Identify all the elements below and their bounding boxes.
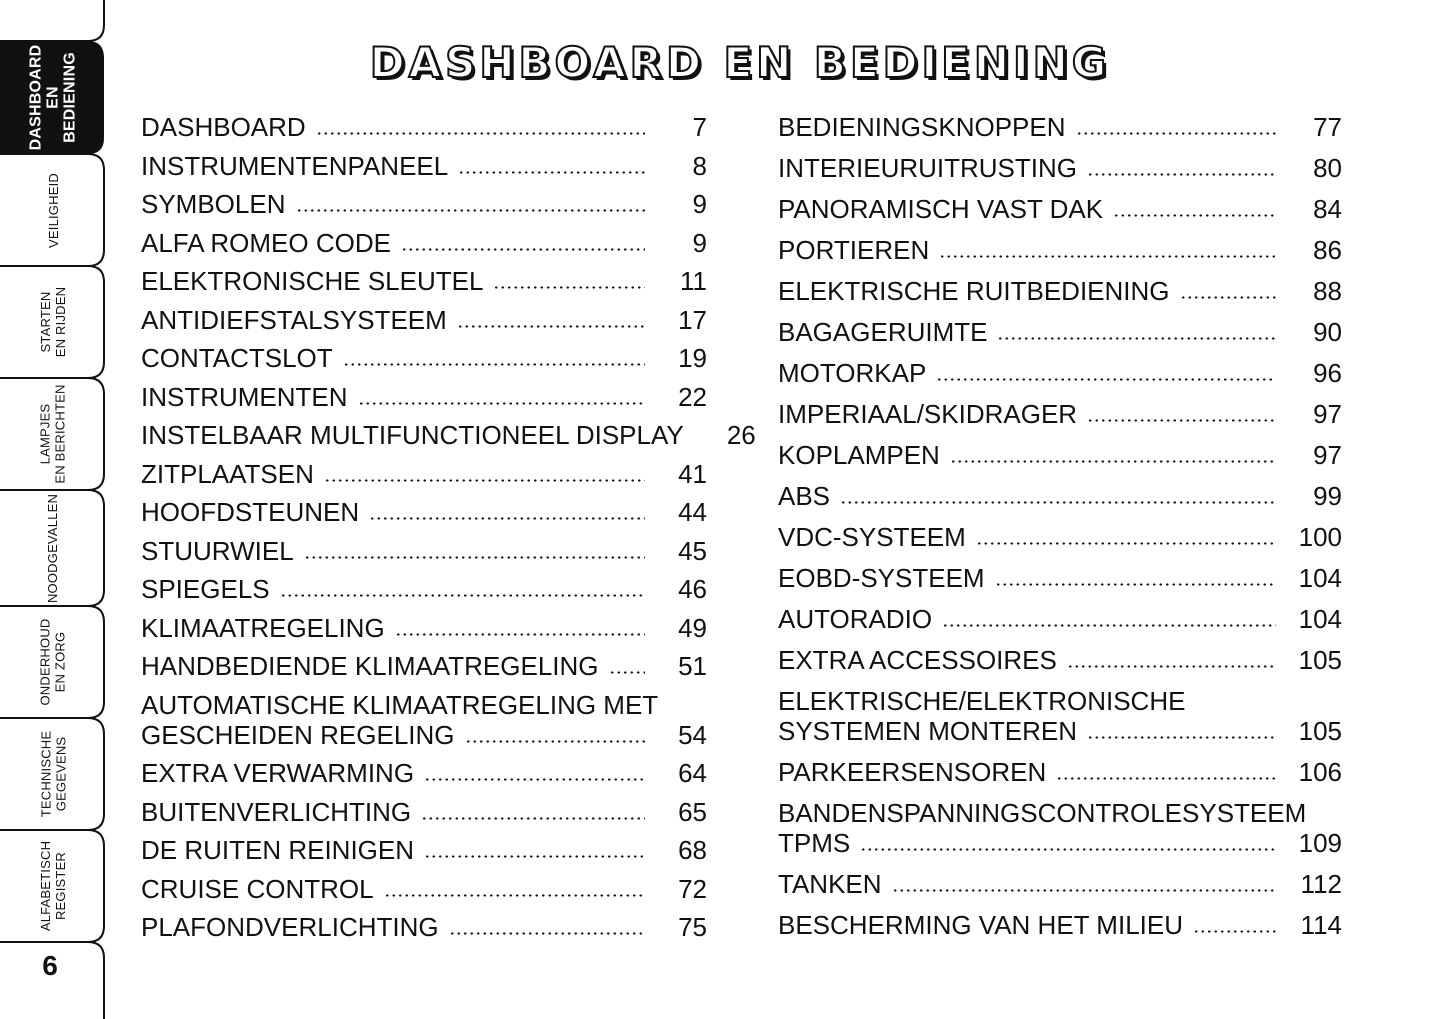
toc-entry-title: TANKEN: [778, 869, 882, 899]
toc-entry[interactable]: [141, 574, 707, 604]
toc-entry-page: 105: [1298, 716, 1342, 746]
toc-entry-page: 22: [678, 381, 707, 412]
toc-entry-page: 77: [1313, 112, 1342, 142]
toc-entry-page: 97: [1313, 399, 1342, 429]
toc-entry-title: BEDIENINGSKNOPPEN: [778, 112, 1066, 142]
toc-entry-title: DASHBOARD: [141, 112, 306, 142]
dot-leader: [280, 594, 645, 597]
toc-entry-page: 46: [678, 574, 707, 604]
page-title: DASHBOARD EN BEDIENING: [369, 38, 1111, 87]
dot-leader: [369, 517, 645, 520]
toc-column-left: [141, 112, 756, 951]
dot-leader: [1087, 736, 1276, 739]
dot-leader: [1076, 132, 1276, 135]
tab-label: NOODGEVALLEN: [45, 493, 61, 603]
toc-entry-title: INTERIEURUITRUSTING: [778, 153, 1077, 183]
toc-entry[interactable]: [141, 758, 707, 788]
dot-leader: [358, 402, 645, 405]
toc-entry-title: ELEKTRONISCHE SLEUTEL: [141, 266, 484, 296]
tab-onderhoud-en-zorg[interactable]: [0, 606, 106, 718]
toc-entry-title: HOOFDSTEUNEN: [141, 497, 360, 527]
toc-entry[interactable]: [778, 604, 1342, 634]
toc-entry-page: 106: [1298, 757, 1342, 787]
toc-entry-title: INSTELBAAR MULTIFUNCTIONEEL DISPLAY: [141, 420, 684, 450]
dot-leader: [395, 633, 645, 636]
toc-column-right: [778, 112, 1342, 951]
dot-leader: [458, 171, 645, 174]
toc-entry-title: CRUISE CONTROL: [141, 873, 374, 904]
dot-leader: [401, 248, 645, 251]
dot-leader: [424, 855, 645, 858]
toc-entry-title: BESCHERMING VAN HET MILIEU: [778, 910, 1183, 940]
tab-alfabetisch-register[interactable]: [0, 830, 106, 942]
dot-leader: [860, 848, 1276, 851]
tab-technische-gegevens[interactable]: [0, 718, 106, 830]
toc-entry[interactable]: [141, 343, 707, 373]
toc-entry-title: GESCHEIDEN REGELING: [141, 719, 455, 750]
toc-entry[interactable]: [778, 686, 1342, 746]
toc-entry-title: SPIEGELS: [141, 574, 270, 604]
toc-entry-title: AUTORADIO: [778, 604, 933, 634]
dot-leader: [304, 556, 645, 559]
toc-entry-title: TPMS: [778, 828, 851, 858]
dot-leader: [997, 337, 1276, 340]
toc-entry-page: 26: [726, 420, 756, 450]
toc-entry-title: INSTRUMENTENPANEEL: [141, 150, 449, 181]
dot-leader: [995, 583, 1276, 586]
toc-entry-page: 65: [678, 796, 707, 827]
toc-entry-title: EXTRA VERWARMING: [141, 758, 415, 788]
toc-entry[interactable]: [141, 651, 707, 681]
toc-entry[interactable]: [778, 235, 1342, 265]
tab-label: LAMPJES EN BERICHTEN: [37, 384, 68, 484]
toc-entry[interactable]: [141, 112, 707, 142]
dot-leader: [609, 671, 645, 674]
toc-entry-title: ELEKTRISCHE RUITBEDIENING: [778, 276, 1170, 306]
dot-leader: [424, 778, 645, 781]
dot-leader: [840, 501, 1276, 504]
toc-entry[interactable]: [778, 645, 1342, 675]
toc-entry-page: 104: [1298, 563, 1342, 593]
dot-leader: [936, 378, 1276, 381]
toc-entry-page: 88: [1313, 276, 1342, 306]
toc-entry[interactable]: [141, 497, 707, 527]
toc-entry-page: 49: [678, 612, 707, 643]
dot-leader: [1067, 665, 1276, 668]
tab-label: ONDERHOUD EN ZORG: [38, 618, 68, 706]
toc-entry[interactable]: [141, 912, 707, 942]
toc-entry[interactable]: [141, 459, 707, 489]
toc-entry[interactable]: [141, 266, 707, 296]
toc-entry[interactable]: [141, 690, 707, 750]
toc-entry-page: 45: [678, 535, 707, 566]
toc-entry[interactable]: [778, 563, 1342, 593]
toc-entry[interactable]: [141, 797, 707, 827]
toc-entry[interactable]: [778, 798, 1342, 858]
dot-leader: [1087, 419, 1276, 422]
toc-entry[interactable]: [778, 194, 1342, 224]
tab-label: VEILIGHEID: [45, 172, 61, 248]
toc-entry[interactable]: [141, 189, 707, 219]
toc-entry[interactable]: [778, 317, 1342, 347]
dot-leader: [1193, 930, 1276, 933]
dot-leader: [942, 624, 1276, 627]
toc-entry-page: 9: [692, 189, 707, 219]
toc-entry[interactable]: [141, 536, 707, 566]
toc-entry-title: PORTIEREN: [778, 235, 930, 265]
toc-entry-page: 96: [1313, 358, 1342, 388]
toc-entry[interactable]: [141, 613, 707, 643]
toc-entry-page: 41: [678, 458, 707, 489]
toc-entry-page: 100: [1298, 522, 1342, 552]
dot-leader: [939, 255, 1276, 258]
toc-entry-page: 97: [1313, 440, 1342, 470]
toc-entry-page: 109: [1298, 828, 1342, 858]
toc-entry[interactable]: [778, 757, 1342, 787]
page-number: 6: [42, 950, 58, 981]
toc-entry[interactable]: [778, 399, 1342, 429]
toc-entry-page: 105: [1298, 645, 1342, 675]
toc-entry-page: 54: [678, 719, 707, 750]
tab-label: ALFABETISCH REGISTER: [38, 840, 68, 932]
toc-entry[interactable]: [778, 481, 1342, 511]
toc-entry-title: ANTIDIEFSTALSYSTEEM: [141, 304, 447, 335]
dot-leader: [384, 894, 645, 897]
toc-entry-page: 99: [1313, 481, 1342, 511]
toc-entry-title: SYMBOLEN: [141, 189, 286, 219]
tab-noodgevallen[interactable]: [0, 490, 106, 606]
toc-entry-title: SYSTEMEN MONTEREN: [778, 716, 1078, 746]
toc-entry-page: 68: [678, 835, 707, 865]
tab-dashboard-en-bediening[interactable]: [0, 41, 106, 154]
dot-leader: [465, 740, 645, 743]
toc-entry-page: 90: [1313, 317, 1342, 347]
toc-entry[interactable]: [778, 440, 1342, 470]
toc-entry-page: 8: [692, 150, 707, 181]
toc-entry[interactable]: [141, 228, 707, 258]
toc-entry[interactable]: [778, 522, 1342, 552]
toc-entry-title-line1: BANDENSPANNINGSCONTROLESYSTEEM: [778, 798, 1307, 828]
toc-entry-title: DE RUITEN REINIGEN: [141, 835, 415, 865]
toc-entry[interactable]: [141, 305, 707, 335]
tab-label: TECHNISCHE GEGEVENS: [37, 730, 68, 818]
dot-leader: [950, 460, 1276, 463]
toc-entry-title: CONTACTSLOT: [141, 343, 333, 373]
toc-entry[interactable]: [778, 358, 1342, 388]
toc-entry-page: 44: [678, 497, 707, 527]
dot-leader: [1180, 296, 1276, 299]
toc-entry-page: 112: [1300, 869, 1342, 899]
dot-leader: [343, 363, 645, 366]
dot-leader: [892, 889, 1276, 892]
toc-entry[interactable]: [778, 276, 1342, 306]
toc-entry-title: KLIMAATREGELING: [141, 612, 385, 643]
dot-leader: [1087, 173, 1276, 176]
dot-leader: [976, 542, 1276, 545]
toc-entry-title: ZITPLAATSEN: [141, 458, 314, 489]
toc-entry-page: 11: [680, 266, 707, 296]
toc-entry-title: MOTORKAP: [778, 358, 927, 388]
toc-entry-page: 9: [692, 227, 707, 258]
toc-entry[interactable]: [141, 835, 707, 865]
tab-starten-en-rijden[interactable]: [0, 266, 106, 378]
toc-entry[interactable]: [141, 420, 756, 450]
toc-entry-page: 75: [678, 912, 707, 942]
toc-entry-title: EOBD-SYSTEEM: [778, 563, 985, 593]
toc-entry-page: 80: [1313, 153, 1342, 183]
toc-entry[interactable]: [778, 112, 1342, 142]
toc-entry[interactable]: [141, 151, 707, 181]
toc-entry-page: 84: [1313, 194, 1342, 224]
toc-entry-title-line1: ELEKTRISCHE/ELEKTRONISCHE: [778, 686, 1186, 716]
toc-entry-title: VDC-SYSTEEM: [778, 522, 966, 552]
tab-veiligheid[interactable]: [0, 154, 106, 266]
toc-entry-page: 64: [678, 758, 707, 788]
toc-entry-page: 104: [1298, 604, 1342, 634]
toc-entry-title: PANORAMISCH VAST DAK: [778, 194, 1104, 224]
tab-label: STARTEN EN RIJDEN: [37, 286, 68, 358]
dot-leader: [316, 132, 645, 135]
toc-entry-page: 19: [678, 343, 707, 373]
toc-entry-title: STUURWIEL: [141, 535, 294, 566]
toc-entry-title: PARKEERSENSOREN: [778, 757, 1047, 787]
dot-leader: [421, 817, 645, 820]
toc-entry-title: EXTRA ACCESSOIRES: [778, 645, 1057, 675]
toc-entry-page: 86: [1313, 235, 1342, 265]
toc-entry-title: BAGAGERUIMTE: [778, 317, 988, 347]
toc-entry-title: IMPERIAAL/SKIDRAGER: [778, 399, 1078, 429]
dot-leader: [324, 479, 645, 482]
toc-entry[interactable]: [778, 153, 1342, 183]
toc-entry[interactable]: [141, 382, 707, 412]
toc-entry-title: ALFA ROMEO CODE: [141, 227, 391, 258]
toc-entry-title: KOPLAMPEN: [778, 440, 940, 470]
toc-entry-title: PLAFONDVERLICHTING: [141, 912, 439, 942]
dot-leader: [1113, 214, 1276, 217]
toc-entry[interactable]: [141, 874, 707, 904]
toc-entry-title: HANDBEDIENDE KLIMAATREGELING: [141, 651, 599, 681]
toc-entry[interactable]: [778, 910, 1342, 940]
toc-entry-page: 72: [678, 873, 707, 904]
dot-leader: [457, 325, 645, 328]
dot-leader: [449, 932, 645, 935]
chapter-sidebar: [0, 0, 106, 1019]
toc-entry-title: INSTRUMENTEN: [141, 381, 348, 412]
dot-leader: [493, 286, 645, 289]
toc-entry-page: 17: [678, 304, 707, 335]
dot-leader: [296, 209, 646, 212]
toc-entry[interactable]: [778, 869, 1342, 899]
tab-label: DASHBOARD EN BEDIENING: [27, 44, 79, 151]
toc-entry-title: ABS: [778, 481, 831, 511]
toc-entry-page: 51: [678, 651, 707, 681]
toc-entry-title: BUITENVERLICHTING: [141, 796, 412, 827]
dot-leader: [1056, 777, 1276, 780]
toc-entry-title-line1: AUTOMATISCHE KLIMAATREGELING MET: [141, 689, 659, 720]
tab-lampjes-en-berichten[interactable]: [0, 378, 106, 490]
toc-entry-page: 7: [692, 112, 707, 142]
toc-entry-page: 114: [1300, 910, 1342, 940]
